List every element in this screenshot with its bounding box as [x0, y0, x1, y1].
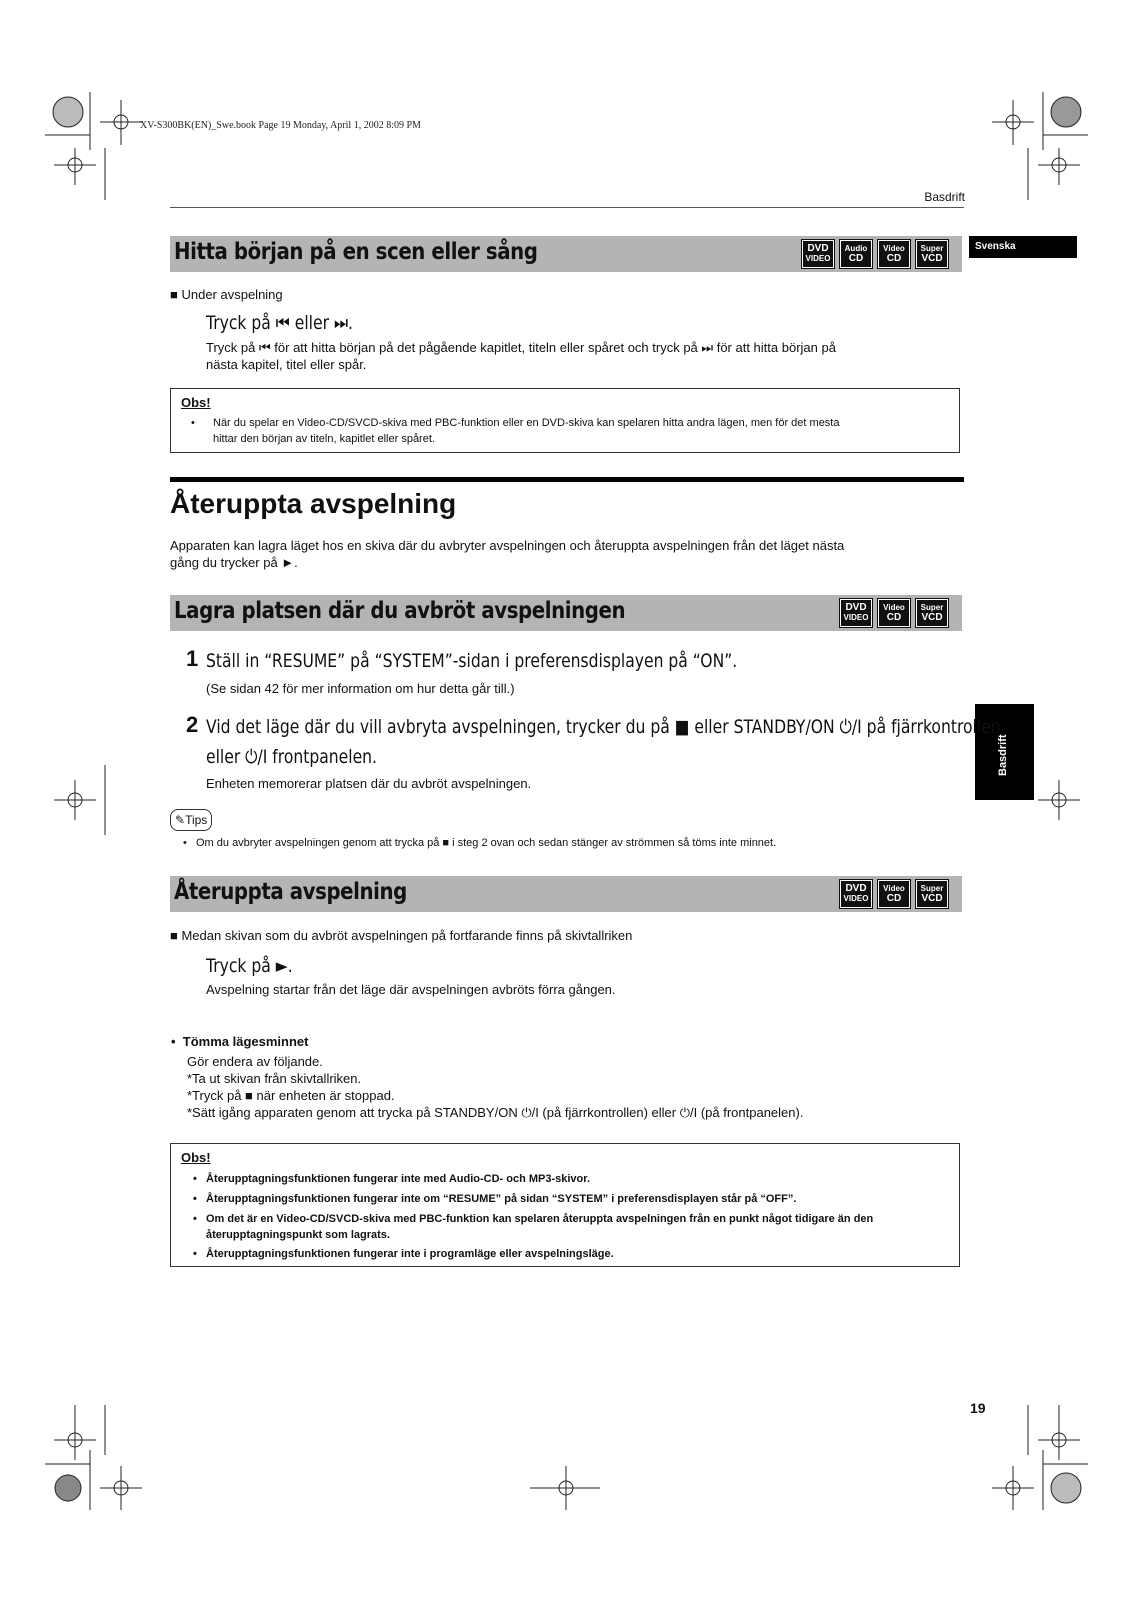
condition-line: ■ Medan skivan som du avbröt avspelningen på fortfarande finns på skivtallriken [170, 928, 633, 943]
disc-badges [840, 880, 948, 908]
video-cd-badge: Video CD [878, 240, 910, 268]
note-line: hittar den början av titeln, kapitlet eller spåret. [213, 433, 435, 445]
note-line: Återupptagningsfunktionen fungerar inte om “RESUME” på sidan “SYSTEM” i preferensdisplayen står på “OFF”. [206, 1193, 797, 1205]
print-file-line: XV-S300BK(EN)_Swe.book Page 19 Monday, April 1, 2002 8:09 PM [140, 120, 421, 131]
super-vcd-badge: Super VCD [916, 880, 948, 908]
disc-badges [802, 240, 948, 268]
step-number: 1 [186, 646, 199, 671]
note-box: Obs! • När du spelar en Video-CD/SVCD-skiva med PBC-funktion eller en DVD-skiva kan spelaren hitta andra lägen, men för det mesta hittar den början av titeln, kapitlet eller spåret. [170, 388, 960, 453]
super-vcd-badge: Super VCD [916, 240, 948, 268]
disc-badges [840, 599, 948, 627]
dvd-video-badge: DVD VIDEO [840, 599, 872, 627]
section-heading-find-start [170, 236, 962, 272]
intro-line: gång du trycker på ►. [170, 555, 298, 570]
section-heading-store-position [170, 595, 962, 631]
page-number: 19 [970, 1400, 986, 1416]
language-tab: Svenska [969, 236, 1077, 258]
clear-memory-title: • Tömma lägesminnet [171, 1034, 309, 1049]
running-title: Basdrift [924, 190, 965, 204]
step-description: Tryck på ⏮ för att hitta början på det pågående kapitlet, titeln eller spåret och tryck på ⏭ för att hitta början på nästa kapitel, titel eller spår. [206, 340, 836, 372]
dvd-video-badge: DVD VIDEO [840, 880, 872, 908]
skip-forward-icon: ⏭ [701, 340, 714, 355]
note-line: Återupptagningsfunktionen fungerar inte med Audio-CD- och MP3-skivor. [206, 1173, 590, 1185]
step-sub: Avspelning startar från det läge där avspelningen avbröts förra gången. [206, 982, 616, 997]
step-number: 2 [186, 712, 199, 737]
intro-line: Apparaten kan lagra läget hos en skiva där du avbryter avspelningen och återuppta avspelningen från det läget nästa [170, 538, 845, 553]
note-line: återupptagningspunkt som lagrats. [206, 1229, 390, 1241]
super-vcd-badge: Super VCD [916, 599, 948, 627]
skip-back-icon: ⏮ [275, 312, 290, 334]
dvd-video-badge: DVD VIDEO [802, 240, 834, 268]
chapter-title: Återuppta avspelning [170, 488, 457, 519]
note-line: När du spelar en Video-CD/SVCD-skiva med PBC-funktion eller en DVD-skiva kan spelaren hitta andra lägen, men för det mesta [213, 417, 840, 429]
step-line: eller ⏻/I frontpanelen. [206, 746, 378, 768]
note-label: Obs! [181, 395, 211, 410]
clear-line: Gör endera av följande. [187, 1054, 323, 1069]
video-cd-badge: Video CD [878, 880, 910, 908]
note-box: Obs! • Återupptagningsfunktionen fungerar inte med Audio-CD- och MP3-skivor. • Återupptagningsfunktionen fungerar inte om “RESUME” på sidan “SYSTEM” i preferensdisplayen står på “OFF”. • Om det är en Video-CD/SVCD-skiva med PBC-funktion kan spelaren återuppta avspelningen från en punkt något tidigare än den återupptagningspunkt som lagrats. • Återupptagningsfunktionen fungerar inte i programläge eller avspelningsläge. [170, 1143, 960, 1267]
side-tab-label: Basdrift [997, 734, 1009, 776]
step-line: Tryck på ►. [206, 955, 293, 977]
section-heading-resume [170, 876, 962, 912]
section-title: Lagra platsen där du avbröt avspelningen [174, 598, 626, 624]
section-title: Återuppta avspelning [174, 879, 407, 905]
tips-line: Om du avbryter avspelningen genom att trycka på ■ i steg 2 ovan och sedan stänger av strömmen så töms inte minnet. [196, 837, 777, 849]
note-line: Återupptagningsfunktionen fungerar inte i programläge eller avspelningsläge. [206, 1248, 614, 1260]
tips-badge: ✎Tips [170, 809, 212, 831]
skip-forward-icon: ⏭ [333, 312, 348, 334]
step-line: Tryck på ⏮ eller ⏭. [206, 312, 353, 334]
clear-line: *Ta ut skivan från skivtallriken. [187, 1071, 362, 1086]
chapter-rule [170, 477, 964, 482]
header-rule [170, 207, 964, 208]
step-line: Vid det läge där du vill avbryta avspelningen, trycker du på ■ eller STANDBY/ON ⏻/I på fjärrkontrollen [206, 716, 1001, 738]
step-sub: (Se sidan 42 för mer information om hur detta går till.) [206, 681, 515, 696]
skip-back-icon: ⏮ [258, 340, 271, 355]
clear-line: *Tryck på ■ när enheten är stoppad. [187, 1088, 395, 1103]
section-title: Hitta början på en scen eller sång [174, 239, 538, 265]
note-line: Om det är en Video-CD/SVCD-skiva med PBC-funktion kan spelaren återuppta avspelningen från en punkt något tidigare än den [206, 1213, 874, 1225]
video-cd-badge: Video CD [878, 599, 910, 627]
step-line: Ställ in “RESUME” på “SYSTEM”-sidan i preferensdisplayen på “ON”. [206, 650, 738, 672]
condition-line: ■ Under avspelning [170, 287, 283, 302]
clear-line: *Sätt igång apparaten genom att trycka på STANDBY/ON ⏻/I (på fjärrkontrollen) eller ⏻/I (på frontpanelen). [187, 1105, 804, 1120]
note-label: Obs! [181, 1150, 211, 1165]
audio-cd-badge: Audio CD [840, 240, 872, 268]
step-sub: Enheten memorerar platsen där du avbröt avspelningen. [206, 776, 532, 791]
